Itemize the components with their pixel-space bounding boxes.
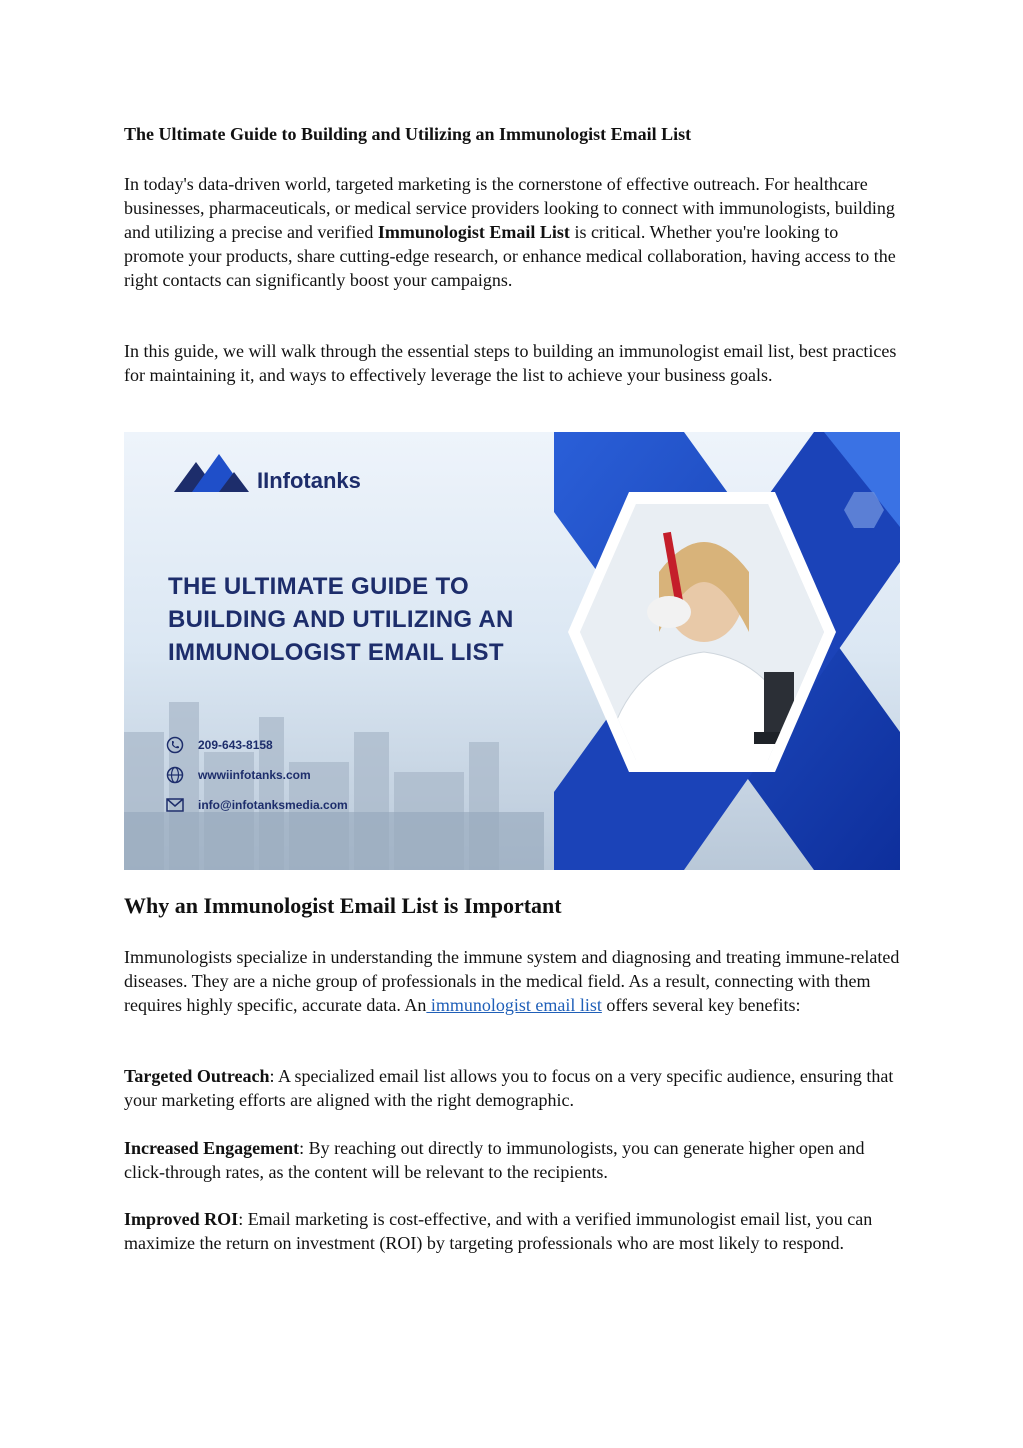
benefit-improved-roi: Improved ROI: Email marketing is cost-effective, and with a verified immunologist email list, you can maximize the return on investment (ROI) by targeting professionals who are most likely to respond. [124, 1209, 873, 1253]
benefit-targeted-outreach: Targeted Outreach: A specialized email list allows you to focus on a very specific audience, ensuring that your marketing efforts are aligned with the right demographic. [124, 1066, 894, 1110]
banner-headline: THE ULTIMATE GUIDE TO BUILDING AND UTILIZING AN IMMUNOLOGIST EMAIL LIST [168, 573, 514, 666]
contact-phone: 209-643-8158 [166, 734, 348, 756]
contact-website: wwwiinfotanks.com [166, 764, 348, 786]
section-paragraph: Immunologists specialize in understanding the immune system and diagnosing and treating immune-related diseases. They are a niche group of professionals in the medical field. As a result, connecting with them requires highly specific, accurate data. An immunologist email list offers several key benefits: [124, 947, 900, 1015]
section-heading: Why an Immunologist Email List is Important [124, 893, 562, 918]
mail-icon [166, 798, 184, 812]
guide-paragraph: In this guide, we will walk through the essential steps to building an immunologist email list, best practices for maintaining it, and ways to effectively leverage the list to achieve your business goals. [124, 341, 897, 385]
intro-paragraph: In today's data-driven world, targeted marketing is the cornerstone of effective outreach. For healthcare businesses, pharmaceuticals, or medical service providers looking to connect with immunologists, building and utilizing a precise and verified Immunologist Email List is critical. Whether you're looking to promote your products, share cutting-edge research, or enhance medical collaboration, having access to the right contacts can significantly boost your campaigns. [124, 174, 896, 290]
brand-name: IInfotanks [257, 468, 361, 493]
banner-image [124, 432, 900, 870]
contact-email: info@infotanksmedia.com [166, 794, 348, 816]
phone-icon [166, 736, 184, 754]
intro-bold-term: Immunologist Email List [377, 222, 570, 242]
immunologist-email-list-link[interactable]: immunologist email list [426, 995, 602, 1015]
globe-icon [166, 766, 184, 784]
document-title: The Ultimate Guide to Building and Utilizing an Immunologist Email List [124, 124, 692, 144]
banner-contacts [166, 734, 348, 816]
benefit-increased-engagement: Increased Engagement: By reaching out directly to immunologists, you can generate higher open and click-through rates, as the content will be relevant to the recipients. [124, 1138, 865, 1182]
